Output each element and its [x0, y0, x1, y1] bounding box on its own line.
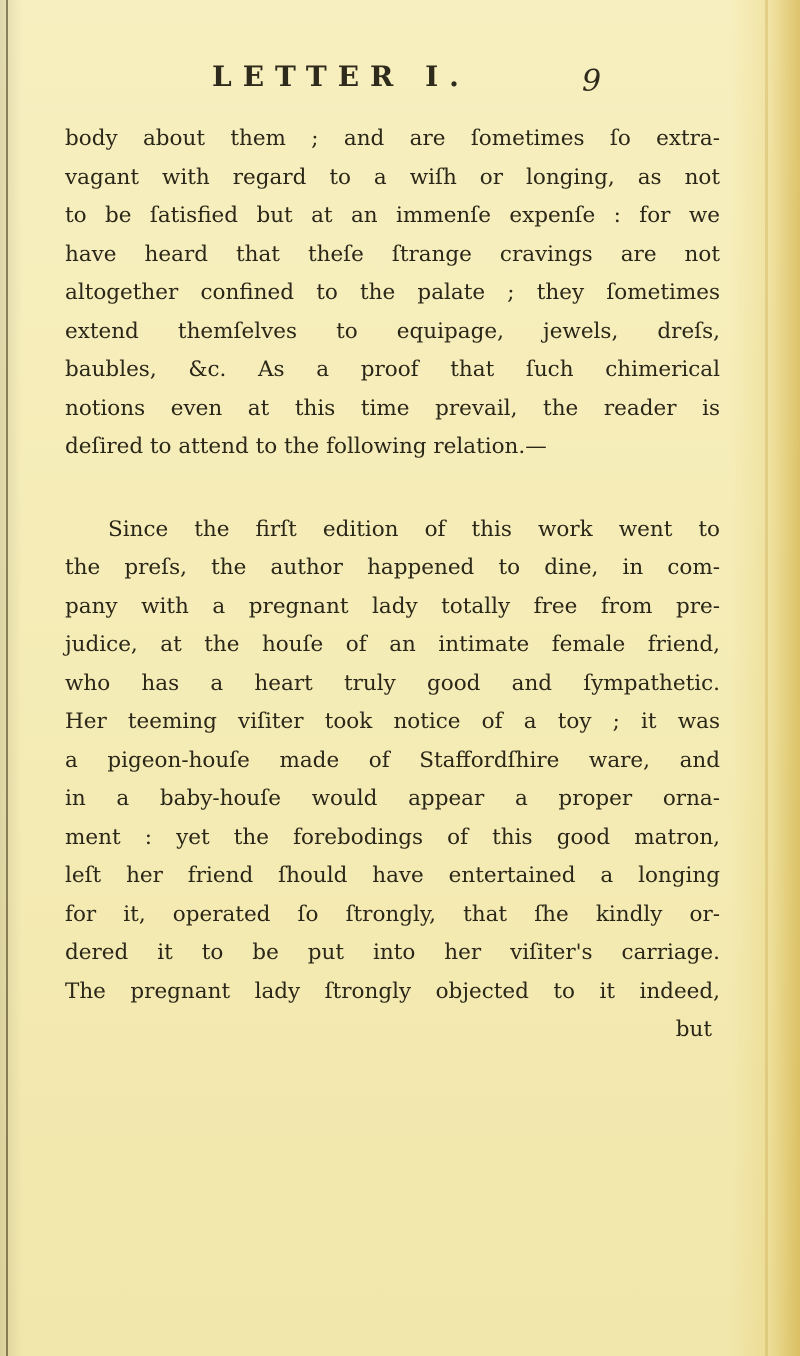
text-line: ment : yet the forebodings of this good matron, [65, 824, 720, 850]
text-line: extend themſelves to equipage, jewels, dreſs, [65, 318, 720, 344]
text-line: Since the firſt edition of this work went to [108, 516, 720, 542]
text-line: dered it to be put into her viſiter's carriage. [65, 940, 720, 965]
running-head: LETTER I. [212, 60, 470, 93]
text-line: who has a heart truly good and ſympathetic. [65, 670, 720, 696]
paragraph-2 [65, 511, 720, 1012]
text-line: have heard that theſe ſtrange cravings are not [65, 241, 720, 267]
text-line: leſt her friend ſhould have entertained a longing [65, 863, 720, 888]
body-text [65, 120, 720, 1050]
paragraph-gap [65, 467, 720, 511]
text-line: The pregnant lady ſtrongly objected to it indeed, [65, 978, 720, 1004]
text-line: body about them ; and are ſometimes ſo extra- [65, 126, 720, 151]
text-line: deſired to attend to the following relation.— [65, 434, 547, 459]
binding-edge [6, 0, 8, 1356]
text-line: in a baby-houſe would appear a proper orna- [65, 786, 720, 811]
text-line: altogether confined to the palate ; they ſometimes [65, 280, 720, 305]
text-line: a pigeon-houſe made of Staffordſhire ware, and [65, 747, 720, 773]
text-line: baubles, &c. As a proof that ſuch chimerical [65, 357, 720, 382]
text-line: to be ſatisfied but at an immenſe expenſe : for we [65, 203, 720, 228]
text-line: notions even at this time prevail, the reader is [65, 395, 720, 421]
catchword: but [675, 1017, 712, 1042]
text-line: pany with a pregnant lady totally free from pre- [65, 593, 720, 619]
text-line: Her teeming viſiter took notice of a toy ; it was [65, 709, 720, 734]
text-line: for it, operated ſo ſtrongly, that ſhe kindly or- [65, 901, 720, 927]
paragraph-1 [65, 120, 720, 467]
text-line: judice, at the houſe of an intimate female friend, [65, 632, 720, 657]
text-line: the preſs, the author happened to dine, in com- [65, 555, 720, 580]
page-header [0, 60, 800, 100]
page-edge-shadow [765, 0, 768, 1356]
text-line: vagant with regard to a wiſh or longing, as not [65, 164, 720, 190]
page-number: 9 [582, 64, 602, 99]
